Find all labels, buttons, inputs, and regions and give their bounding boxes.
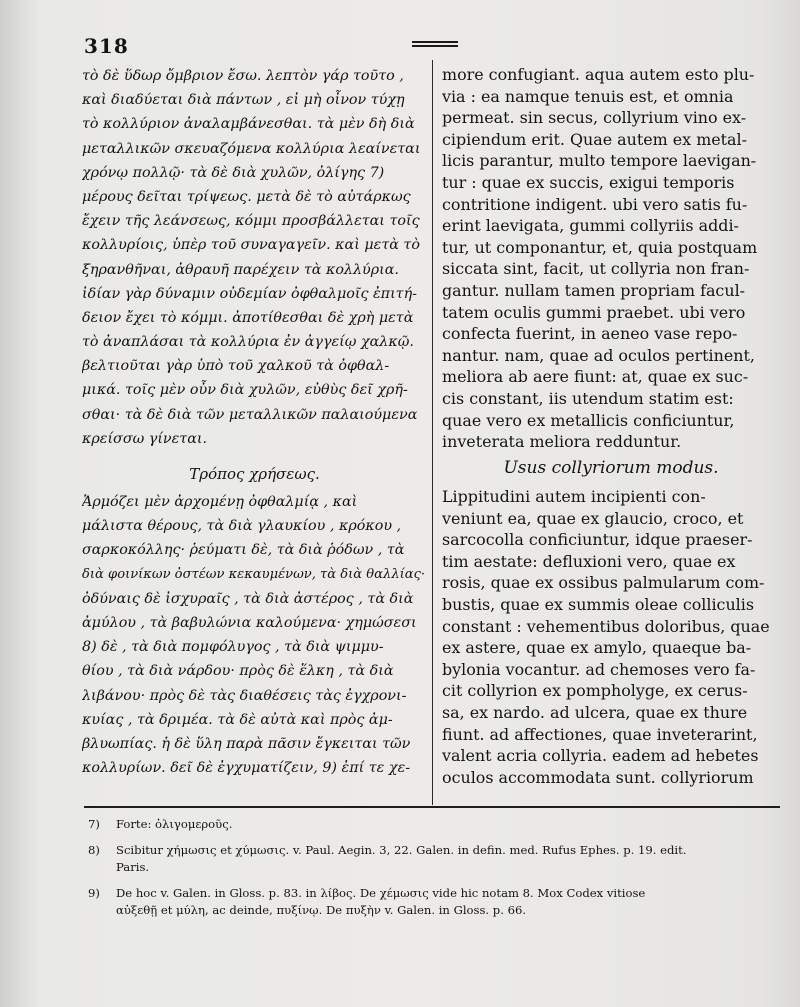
latin-column-bottom [442,486,780,788]
footnote-line: De hoc v. Galen. in Gloss. p. 83. in λίβος. De χέμωσις vide hic notam 8. Mox Codex vitiose [116,886,646,900]
latin-line: licis parantur, multo tempore laevigan- [442,151,757,171]
greek-line: βλυωπίας. ἡ δὲ ὕλη παρὰ πᾶσιν ἔγκειται τῶν [82,735,411,752]
greek-line: τὸ δὲ ὕδωρ ὄμβριον ἔσω. λεπτὸν γάρ τοῦτο , [82,68,404,84]
footnote [74,842,784,876]
footnote-rule [84,806,780,808]
latin-section-heading: Usus collyriorum modus. [503,458,719,478]
greek-line: ἔχειν τῆς λεάνσεως, κόμμι προσβάλλεται τοῖς [82,213,420,230]
greek-section-heading: Τρόπος χρήσεως. [189,465,320,483]
latin-line: oculos accommodata sunt. collyriorum [442,767,754,787]
greek-column-top [82,64,427,451]
latin-line: tur, ut componantur, et, quia postquam [442,237,758,257]
greek-line: δειον ἔχει τὸ κόμμι. ἀποτίθεσθαι δὲ χρὴ μετὰ [82,309,414,326]
latin-line: nantur. nam, quae ad oculos pertinent, [442,345,755,365]
latin-line: via : ea namque tenuis est, et omnia [442,86,734,106]
footnote [74,816,784,833]
greek-line: τὸ κολλύριον ἀναλαμβάνεσθαι. τὰ μὲν δὴ διὰ [82,116,415,133]
latin-line: valent acria collyria. eadem ad hebetes [442,746,759,766]
latin-line: sa, ex nardo. ad ulcera, quae ex thure [442,702,748,722]
ornament-bar [412,41,458,43]
header-ornament [412,41,458,49]
latin-line: rosis, quae ex ossibus palmularum com- [442,573,765,593]
latin-column-top [442,64,780,453]
latin-line: siccata sint, facit, ut collyria non fran- [442,259,750,279]
greek-column-bottom [82,490,427,780]
greek-line: θίου , τὰ διὰ νάρδου· πρὸς δὲ ἕλκη , τὰ διὰ [82,663,394,680]
greek-line: σαρκοκόλλης· ῥεύματι δὲ, τὰ διὰ ῥόδων , τὰ [82,542,405,559]
greek-line: μικά. τοῖς μὲν οὖν διὰ χυλῶν, εὐθὺς δεῖ χρῆ- [82,382,408,399]
latin-line: sarcocolla conficiuntur, idque praeser- [442,530,753,550]
ornament-bar [412,45,458,47]
latin-line: gantur. nullam tamen propriam facul- [442,280,746,300]
latin-line: ex astere, quae ex amylo, quaeque ba- [442,638,752,658]
latin-line: permeat. sin secus, collyrium vino ex- [442,108,747,128]
footnote-number: 7) [88,817,100,831]
page-number: 318 [84,34,129,58]
footnote-line: Paris. [116,860,150,874]
greek-line: χρόνῳ πολλῷ· τὰ δὲ διὰ χυλῶν, ὀλίγης 7) [82,164,385,181]
latin-line: veniunt ea, quae ex glaucio, croco, et [442,508,744,528]
greek-line: κολλυρίοις, ὑπὲρ τοῦ συναγαγεῖν. καὶ μετὰ τὸ [82,237,420,254]
footnote-line: αὐξεθῇ et μύλη, ac deinde, πυξίνῳ. De πυξὴν v. Galen. in Gloss. p. 66. [116,903,527,917]
latin-line: bustis, quae ex summis oleae colliculis [442,594,755,614]
footnote-number: 9) [88,886,100,900]
latin-line: meliora ab aere fiunt: at, quae ex suc- [442,367,749,387]
greek-line: τὸ ἀναπλάσαι τὰ κολλύρια ἐν ἀγγείῳ χαλκῷ. [82,334,414,351]
footnote-line: Scibitur χήμωσις et χύμωσις. v. Paul. Aegin. 3, 22. Galen. in defin. med. Rufus Ephes. p. 19. edit. [116,843,687,857]
greek-line: κολλυρίων. δεῖ δὲ ἐγχυματίζειν, 9) ἐπί τε χε- [82,760,411,777]
greek-line: ὀδύναις δὲ ἰσχυραῖς , τὰ διὰ ἀστέρος , τὰ διὰ [82,590,414,607]
greek-line: ἀμύλου , τὰ βαβυλώνια καλούμενα· χημώσεσι [82,614,417,631]
greek-line: κυίας , τὰ δριμέα. τὰ δὲ αὐτὰ καὶ πρὸς ἀμ- [82,711,393,728]
greek-line: λιβάνου· πρὸς δὲ τὰς διαθέσεις τὰς ἐγχρονι- [82,687,407,704]
footnote-line: Forte: ὀλιγομεροῦς. [116,817,233,831]
latin-line: erint laevigata, gummi collyriis addi- [442,216,739,236]
column-divider [432,60,433,805]
greek-line: καὶ διαδύεται διὰ πάντων , εἰ μὴ οἶνον τύχῃ [82,92,405,109]
footnotes [74,816,784,928]
latin-line: inveterata meliora redduntur. [442,432,682,452]
latin-line: confecta fuerint, in aeneo vase repo- [442,324,738,344]
latin-line: cis constant, iis utendum statim est: [442,388,734,408]
latin-line: Lippitudini autem incipienti con- [442,487,706,506]
latin-line: cit collyrion ex pompholyge, ex cerus- [442,681,748,701]
latin-line: quae vero ex metallicis conficiuntur, [442,410,735,430]
greek-line: Ἁρμόζει μὲν ἀρχομένῃ ὀφθαλμίᾳ , καὶ [82,494,358,510]
greek-line: κρείσσω γίνεται. [82,430,208,447]
latin-line: tur : quae ex succis, exigui temporis [442,172,735,192]
latin-line: bylonia vocantur. ad chemoses vero fa- [442,659,756,679]
footnote-number: 8) [88,843,100,857]
latin-line: tatem oculis gummi praebet. ubi vero [442,302,746,322]
greek-line: σθαι· τὰ δὲ διὰ τῶν μεταλλικῶν παλαιούμενα [82,406,418,423]
footnote [74,885,784,919]
latin-line: contritione indigent. ubi vero satis fu- [442,194,748,214]
latin-line: fiunt. ad affectiones, quae inveterarint, [442,724,758,744]
latin-line: tim aestate: defluxioni vero, quae ex [442,551,736,571]
greek-line: βελτιοῦται γὰρ ὑπὸ τοῦ χαλκοῦ τὰ ὀφθαλ- [82,358,390,375]
greek-line: μεταλλικῶν σκευαζόμενα κολλύρια λεαίνεται [82,140,421,157]
greek-line: ξηρανθῆναι, ἀθραυῆ παρέχειν τὰ κολλύρια. [82,261,399,278]
latin-line: constant : vehementibus doloribus, quae [442,616,770,636]
latin-line: more confugiant. aqua autem esto plu- [442,65,755,84]
greek-line: διὰ φοινίκων ὀστέων κεκαυμένων, τὰ διὰ θαλλίας· [82,566,426,582]
greek-line: 8) δὲ , τὰ διὰ πομφόλυγος , τὰ διὰ ψιμμυ- [82,639,384,656]
greek-line: μέρους δεῖται τρίψεως. μετὰ δὲ τὸ αὐτάρκως [82,188,411,205]
greek-line: μάλιστα θέρους, τὰ διὰ γλαυκίου , κρόκου , [82,518,402,535]
greek-line: ἰδίαν γὰρ δύναμιν οὐδεμίαν ὀφθαλμοῖς ἐπιτή- [82,285,417,302]
latin-line: cipiendum erit. Quae autem ex metal- [442,129,747,149]
